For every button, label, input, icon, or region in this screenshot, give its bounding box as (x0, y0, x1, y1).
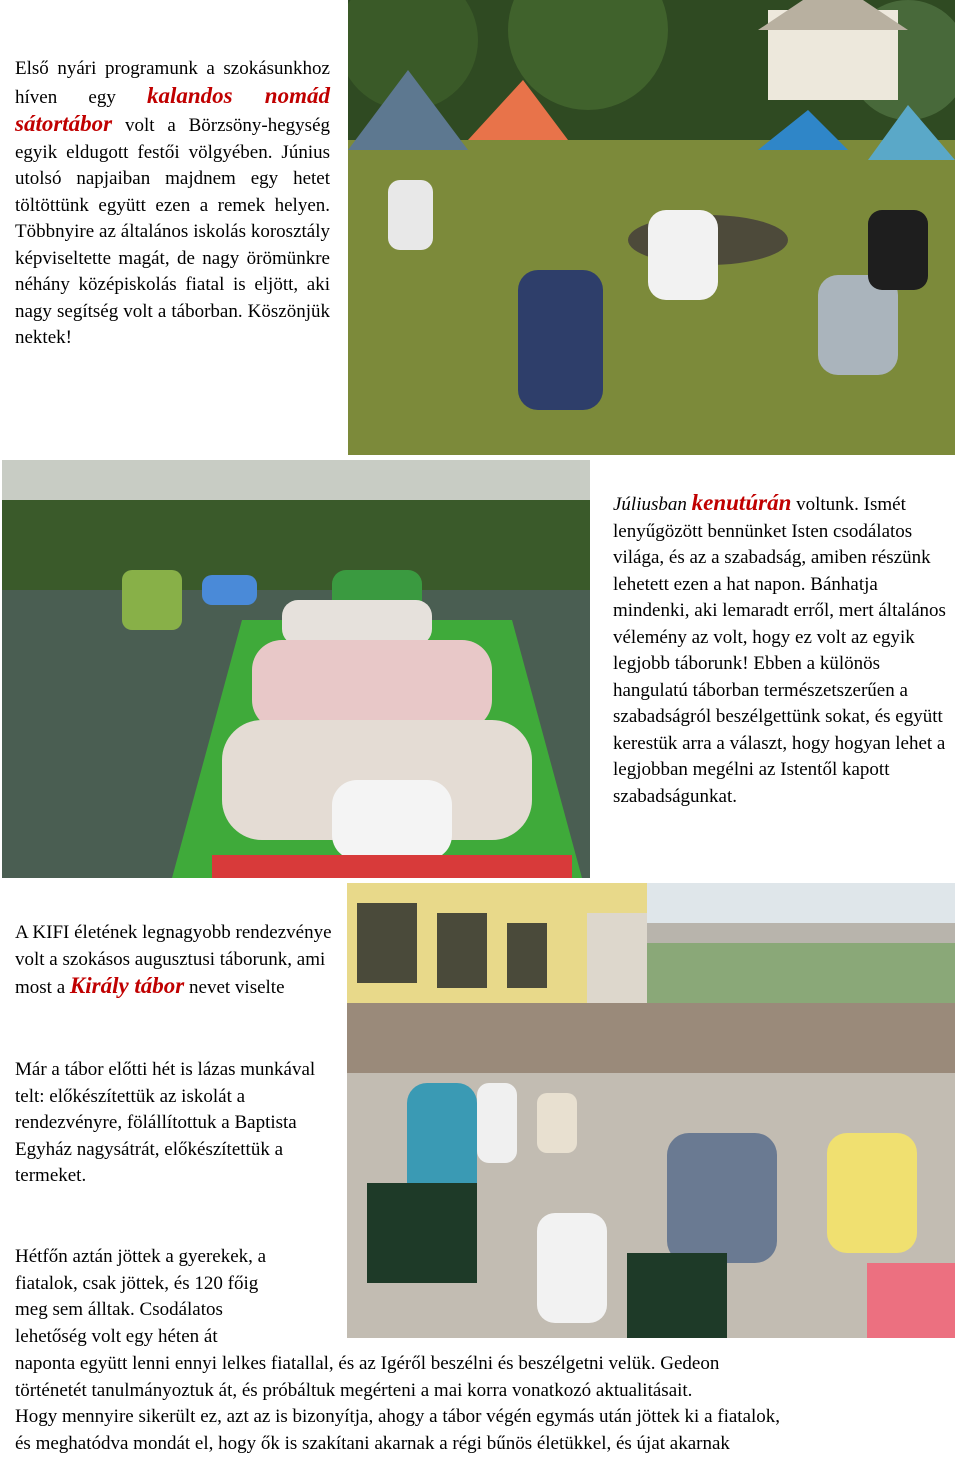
text-arrival (15, 1244, 345, 1350)
photo-canoe-trip (2, 460, 590, 878)
arrival-line-2: fiatalok, csak jöttek, és 120 főig (15, 1272, 259, 1294)
nomad-line1: Első nyári programunk a szokásunkhoz híven egy (15, 58, 330, 108)
closing-line-1: naponta együtt lenni ennyi lelkes fiatallal, és az Igéről beszélni és beszélgetni velük. Gedeon (15, 1353, 720, 1374)
canoe-body: Ismét lenyűgözött bennünket Isten csodálatos világa, és az a szabadság, amiben részünk lehetett ezen a hat napon. Bánhatja mindenki, aki lemaradt erről, mert általános vélemény az volt, hogy ez volt az egyik legjobb táborunk! Ebben a különös hangulatú táborban természetszerűen a szabadságról beszélgettünk sokat, és együtt kerestük arra a választ, hogy hogyan lehet a legjobban megélni az Istentől kapott szabadságunkat. (613, 494, 946, 807)
king-camp-suffix: nevet viselte (189, 977, 285, 998)
photo-king-camp (347, 883, 955, 1338)
canoe-highlight: kenutúrán (691, 490, 792, 515)
text-king-camp-intro (15, 920, 335, 1002)
arrival-line-3: meg sem álltak. Csodálatos (15, 1299, 223, 1320)
king-camp-highlight: Király tábor (69, 973, 185, 998)
nomad-camp-highlight: kalandos nomád sátortábor (15, 82, 330, 136)
text-canoe-trip (613, 490, 958, 810)
text-preparation: Már a tábor előtti hét is lázas munkával telt: előkészítettük az iskolát a rendezvényre, fölállítottuk a Baptista Egyház nagysátrát, előkészítettük a termeket. (15, 1059, 316, 1186)
arrival-line-1: Hétfőn aztán jöttek a gyerekek, a (15, 1246, 267, 1267)
closing-line-4: és meghatódva mondát el, hogy ők is szakítani akarnak a régi bűnös életükkel, és újat akarnak (15, 1432, 730, 1454)
text-closing (15, 1351, 955, 1457)
arrival-line-4: lehetőség volt egy héten át (15, 1325, 218, 1347)
closing-line-3: Hogy mennyire sikerült ez, azt az is bizonyítja, ahogy a tábor végén egymás után jöttek ki a fiatalok, (15, 1406, 781, 1427)
closing-line-2: történetét tanulmányoztuk át, és próbáltuk megérteni a mai korra vonatkozó aktualitásait. (15, 1379, 693, 1401)
text-nomad-camp (15, 56, 330, 352)
king-camp-intro: A KIFI életének legnagyobb rendezvénye volt a szokásos augusztusi táborunk, ami most a (15, 922, 332, 998)
canoe-suffix: voltunk. (796, 494, 859, 515)
nomad-rest: volt a Börzsöny-hegység egyik eldugott festői völgyében. Június utolsó napjaiban majdnem egy hetet töltöttünk együtt ezen a remek helyen. Többnyire az általános iskolás korosztály képviseltette magát, de nagy örömünkre néhány középiskolás fiatal is eljött, aki nagy segítség volt a táborban. Köszönjük nektek! (15, 115, 331, 348)
canoe-prefix: Júliusban (613, 494, 687, 515)
photo-camp-meadow (348, 0, 955, 455)
